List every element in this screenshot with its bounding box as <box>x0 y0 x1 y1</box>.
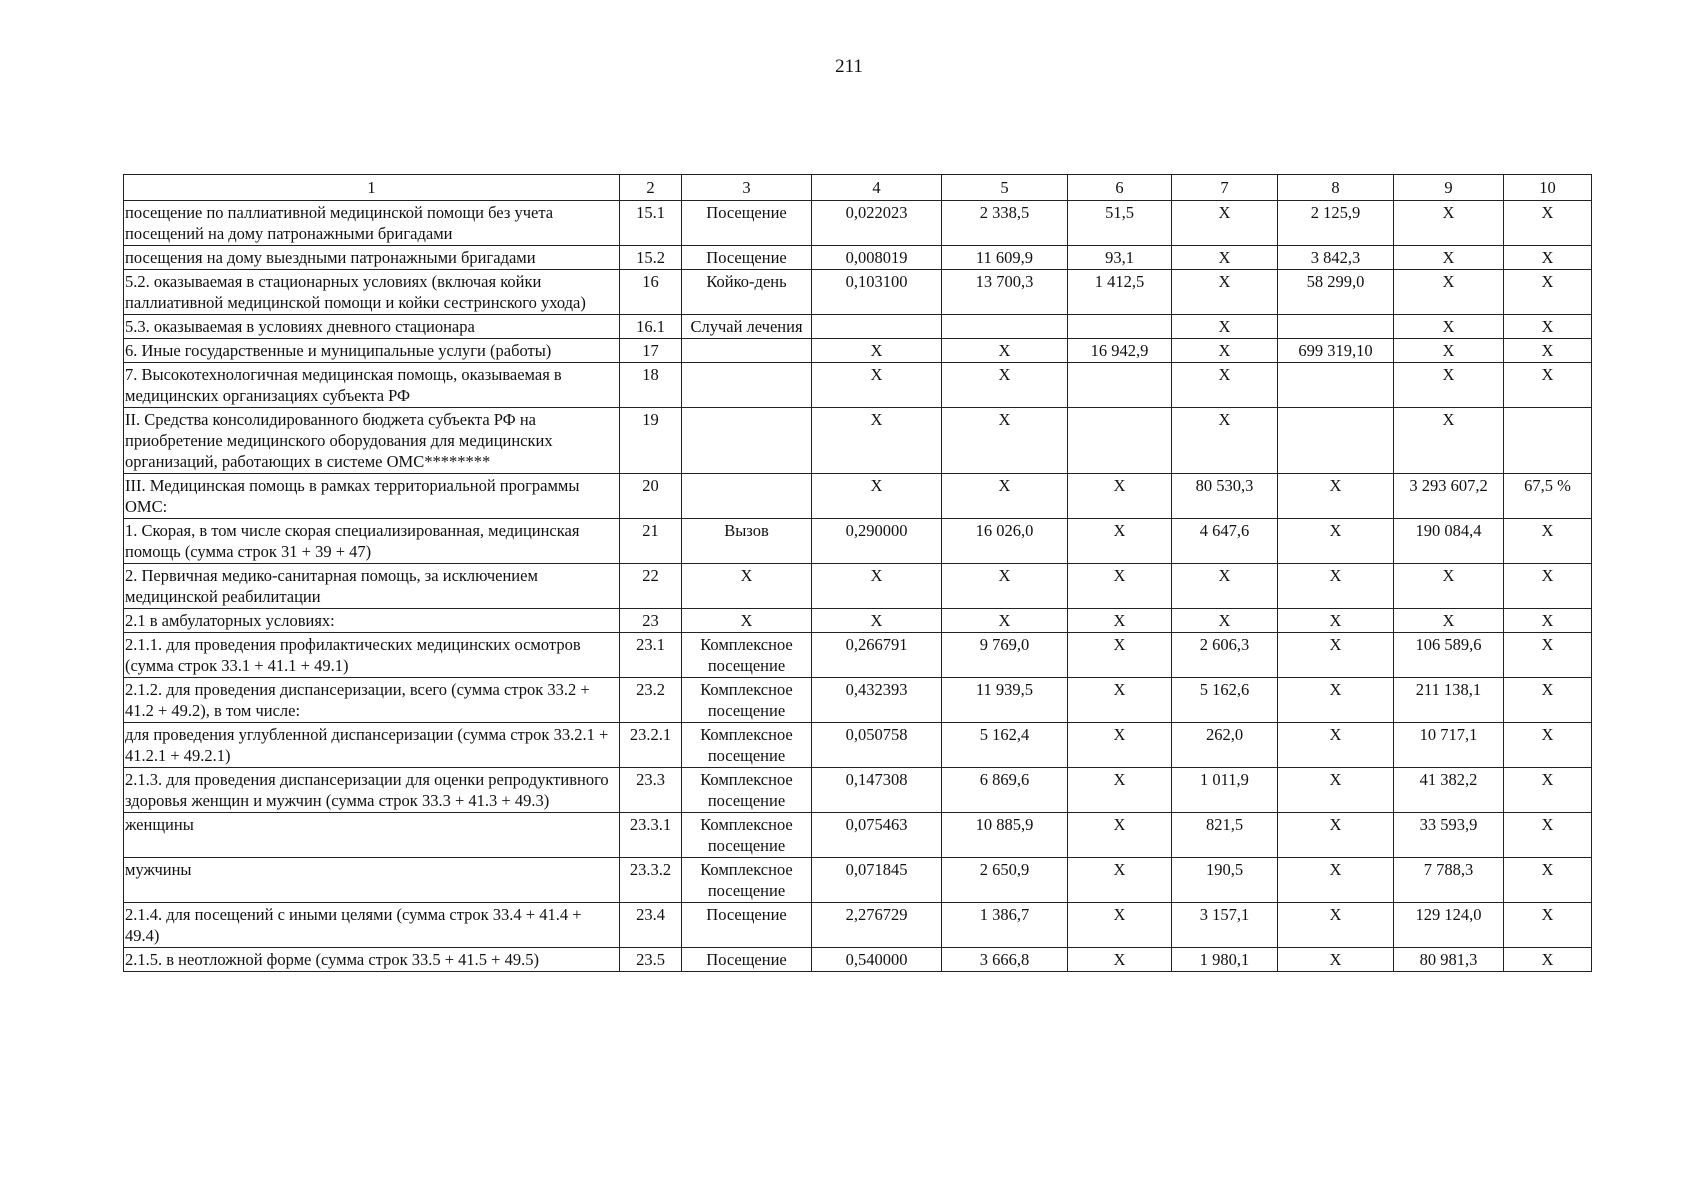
row-number-cell: 15.1 <box>620 201 682 246</box>
col4-cell: 0,432393 <box>812 678 942 723</box>
col7-cell: 3 157,1 <box>1172 903 1278 948</box>
unit-cell: Посещение <box>682 246 812 270</box>
col8-cell: 2 125,9 <box>1278 201 1394 246</box>
table-row <box>124 858 1592 903</box>
unit-cell: Посещение <box>682 903 812 948</box>
column-header: 9 <box>1394 175 1504 201</box>
col6-cell: X <box>1068 858 1172 903</box>
table-row <box>124 609 1592 633</box>
col5-cell: 6 869,6 <box>942 768 1068 813</box>
col8-cell: X <box>1278 519 1394 564</box>
col5-cell: X <box>942 564 1068 609</box>
table-row <box>124 723 1592 768</box>
col7-cell: 1 980,1 <box>1172 948 1278 972</box>
col7-cell: 80 530,3 <box>1172 474 1278 519</box>
row-number-cell: 23.4 <box>620 903 682 948</box>
unit-cell: Комплексное посещение <box>682 678 812 723</box>
col6-cell: X <box>1068 813 1172 858</box>
table-row <box>124 564 1592 609</box>
col10-cell: X <box>1504 564 1592 609</box>
col4-cell: 0,540000 <box>812 948 942 972</box>
col10-cell: X <box>1504 519 1592 564</box>
unit-cell: Посещение <box>682 201 812 246</box>
row-name-cell: 2. Первичная медико-санитарная помощь, за исключением медицинской реабилитации <box>124 564 620 609</box>
col4-cell: 0,050758 <box>812 723 942 768</box>
col4-cell: 0,266791 <box>812 633 942 678</box>
col8-cell: X <box>1278 609 1394 633</box>
col7-cell: X <box>1172 201 1278 246</box>
row-number-cell: 22 <box>620 564 682 609</box>
row-name-cell: 5.3. оказываемая в условиях дневного стационара <box>124 315 620 339</box>
row-name-cell: мужчины <box>124 858 620 903</box>
col8-cell <box>1278 408 1394 474</box>
row-number-cell: 17 <box>620 339 682 363</box>
col4-cell: X <box>812 363 942 408</box>
col5-cell: X <box>942 408 1068 474</box>
row-number-cell: 23.3.1 <box>620 813 682 858</box>
unit-cell: X <box>682 564 812 609</box>
col8-cell: 699 319,10 <box>1278 339 1394 363</box>
col9-cell: 41 382,2 <box>1394 768 1504 813</box>
col9-cell: X <box>1394 270 1504 315</box>
column-header: 5 <box>942 175 1068 201</box>
col7-cell: 821,5 <box>1172 813 1278 858</box>
row-number-cell: 23.1 <box>620 633 682 678</box>
col5-cell: 2 650,9 <box>942 858 1068 903</box>
col4-cell: 0,022023 <box>812 201 942 246</box>
col7-cell: X <box>1172 270 1278 315</box>
col10-cell <box>1504 408 1592 474</box>
col9-cell: 80 981,3 <box>1394 948 1504 972</box>
unit-cell <box>682 474 812 519</box>
row-name-cell: 2.1.1. для проведения профилактических медицинских осмотров (сумма строк 33.1 + 41.1 + 49.1) <box>124 633 620 678</box>
column-header: 2 <box>620 175 682 201</box>
row-name-cell: для проведения углубленной диспансеризации (сумма строк 33.2.1 + 41.2.1 + 49.2.1) <box>124 723 620 768</box>
table-row <box>124 519 1592 564</box>
col5-cell: 16 026,0 <box>942 519 1068 564</box>
col10-cell: 67,5 % <box>1504 474 1592 519</box>
column-header: 8 <box>1278 175 1394 201</box>
col6-cell: X <box>1068 474 1172 519</box>
col6-cell: X <box>1068 903 1172 948</box>
col4-cell: 0,290000 <box>812 519 942 564</box>
unit-cell: Комплексное посещение <box>682 633 812 678</box>
col7-cell: 5 162,6 <box>1172 678 1278 723</box>
col4-cell: X <box>812 609 942 633</box>
column-header: 10 <box>1504 175 1592 201</box>
col9-cell: X <box>1394 363 1504 408</box>
col4-cell: 0,103100 <box>812 270 942 315</box>
col4-cell: 0,075463 <box>812 813 942 858</box>
col6-cell: X <box>1068 633 1172 678</box>
col5-cell: X <box>942 363 1068 408</box>
table-row <box>124 339 1592 363</box>
row-name-cell: посещение по паллиативной медицинской помощи без учета посещений на дому патронажными бригадами <box>124 201 620 246</box>
unit-cell: Койко-день <box>682 270 812 315</box>
col10-cell: X <box>1504 363 1592 408</box>
unit-cell: Комплексное посещение <box>682 858 812 903</box>
table-row <box>124 201 1592 246</box>
col7-cell: X <box>1172 339 1278 363</box>
col5-cell: X <box>942 474 1068 519</box>
table-row <box>124 768 1592 813</box>
col10-cell: X <box>1504 246 1592 270</box>
col9-cell: X <box>1394 315 1504 339</box>
column-header: 4 <box>812 175 942 201</box>
col7-cell: 1 011,9 <box>1172 768 1278 813</box>
col9-cell: X <box>1394 339 1504 363</box>
col5-cell: 3 666,8 <box>942 948 1068 972</box>
col9-cell: 10 717,1 <box>1394 723 1504 768</box>
table-body <box>124 175 1592 972</box>
col7-cell: X <box>1172 564 1278 609</box>
col8-cell: 3 842,3 <box>1278 246 1394 270</box>
col5-cell: X <box>942 609 1068 633</box>
row-name-cell: 2.1.5. в неотложной форме (сумма строк 33.5 + 41.5 + 49.5) <box>124 948 620 972</box>
col6-cell: X <box>1068 948 1172 972</box>
column-header: 1 <box>124 175 620 201</box>
row-number-cell: 23.3 <box>620 768 682 813</box>
col8-cell: X <box>1278 723 1394 768</box>
unit-cell <box>682 363 812 408</box>
col8-cell: X <box>1278 678 1394 723</box>
col8-cell: X <box>1278 903 1394 948</box>
row-name-cell: 6. Иные государственные и муниципальные услуги (работы) <box>124 339 620 363</box>
col5-cell: X <box>942 339 1068 363</box>
col9-cell: X <box>1394 246 1504 270</box>
col4-cell: X <box>812 474 942 519</box>
col5-cell: 11 939,5 <box>942 678 1068 723</box>
row-number-cell: 23.5 <box>620 948 682 972</box>
unit-cell: X <box>682 609 812 633</box>
unit-cell: Комплексное посещение <box>682 813 812 858</box>
column-header: 6 <box>1068 175 1172 201</box>
row-number-cell: 20 <box>620 474 682 519</box>
row-number-cell: 16.1 <box>620 315 682 339</box>
col4-cell: 0,008019 <box>812 246 942 270</box>
col5-cell: 5 162,4 <box>942 723 1068 768</box>
col9-cell: 129 124,0 <box>1394 903 1504 948</box>
col6-cell: X <box>1068 609 1172 633</box>
row-number-cell: 21 <box>620 519 682 564</box>
unit-cell: Посещение <box>682 948 812 972</box>
col10-cell: X <box>1504 678 1592 723</box>
col9-cell: X <box>1394 408 1504 474</box>
col10-cell: X <box>1504 858 1592 903</box>
unit-cell <box>682 408 812 474</box>
col6-cell <box>1068 408 1172 474</box>
col6-cell: X <box>1068 768 1172 813</box>
col9-cell: 33 593,9 <box>1394 813 1504 858</box>
row-name-cell: посещения на дому выездными патронажными бригадами <box>124 246 620 270</box>
col8-cell: X <box>1278 474 1394 519</box>
table-row <box>124 408 1592 474</box>
row-name-cell: 2.1.2. для проведения диспансеризации, всего (сумма строк 33.2 + 41.2 + 49.2), в том числе: <box>124 678 620 723</box>
col9-cell: 7 788,3 <box>1394 858 1504 903</box>
col6-cell <box>1068 315 1172 339</box>
table-row <box>124 633 1592 678</box>
col9-cell: X <box>1394 609 1504 633</box>
col5-cell: 2 338,5 <box>942 201 1068 246</box>
unit-cell: Комплексное посещение <box>682 723 812 768</box>
col4-cell: 2,276729 <box>812 903 942 948</box>
col7-cell: X <box>1172 408 1278 474</box>
col6-cell: X <box>1068 564 1172 609</box>
col10-cell: X <box>1504 315 1592 339</box>
col5-cell: 1 386,7 <box>942 903 1068 948</box>
col10-cell: X <box>1504 201 1592 246</box>
table-row <box>124 948 1592 972</box>
table-row <box>124 474 1592 519</box>
row-name-cell: II. Средства консолидированного бюджета субъекта РФ на приобретение медицинского оборудования для медицинских организаций, работающих в системе ОМС******** <box>124 408 620 474</box>
col5-cell: 9 769,0 <box>942 633 1068 678</box>
col10-cell: X <box>1504 270 1592 315</box>
col8-cell: X <box>1278 633 1394 678</box>
col10-cell: X <box>1504 948 1592 972</box>
row-number-cell: 19 <box>620 408 682 474</box>
col5-cell: 10 885,9 <box>942 813 1068 858</box>
row-name-cell: 1. Скорая, в том числе скорая специализированная, медицинская помощь (сумма строк 31 + 39 + 47) <box>124 519 620 564</box>
col4-cell: 0,147308 <box>812 768 942 813</box>
column-header: 3 <box>682 175 812 201</box>
row-number-cell: 23.3.2 <box>620 858 682 903</box>
table-row <box>124 315 1592 339</box>
col6-cell: 51,5 <box>1068 201 1172 246</box>
table-row <box>124 363 1592 408</box>
col4-cell: X <box>812 339 942 363</box>
row-number-cell: 18 <box>620 363 682 408</box>
table-row <box>124 813 1592 858</box>
col8-cell: X <box>1278 768 1394 813</box>
col8-cell: X <box>1278 813 1394 858</box>
col8-cell <box>1278 363 1394 408</box>
unit-cell <box>682 339 812 363</box>
data-table <box>123 174 1592 972</box>
row-number-cell: 23.2.1 <box>620 723 682 768</box>
unit-cell: Вызов <box>682 519 812 564</box>
col5-cell <box>942 315 1068 339</box>
col7-cell: 262,0 <box>1172 723 1278 768</box>
col9-cell: 190 084,4 <box>1394 519 1504 564</box>
row-name-cell: III. Медицинская помощь в рамках территориальной программы ОМС: <box>124 474 620 519</box>
col9-cell: 106 589,6 <box>1394 633 1504 678</box>
col10-cell: X <box>1504 633 1592 678</box>
col10-cell: X <box>1504 903 1592 948</box>
table-row <box>124 678 1592 723</box>
row-name-cell: 2.1.4. для посещений с иными целями (сумма строк 33.4 + 41.4 + 49.4) <box>124 903 620 948</box>
col7-cell: X <box>1172 609 1278 633</box>
col10-cell: X <box>1504 609 1592 633</box>
row-number-cell: 23.2 <box>620 678 682 723</box>
row-number-cell: 15.2 <box>620 246 682 270</box>
table-row <box>124 270 1592 315</box>
col9-cell: X <box>1394 564 1504 609</box>
col9-cell: 211 138,1 <box>1394 678 1504 723</box>
col6-cell: 16 942,9 <box>1068 339 1172 363</box>
col6-cell: 93,1 <box>1068 246 1172 270</box>
page-number: 211 <box>835 56 863 77</box>
table-header-row <box>124 175 1592 201</box>
col4-cell: 0,071845 <box>812 858 942 903</box>
col10-cell: X <box>1504 339 1592 363</box>
col8-cell: X <box>1278 564 1394 609</box>
col6-cell: X <box>1068 678 1172 723</box>
row-name-cell: 2.1 в амбулаторных условиях: <box>124 609 620 633</box>
row-name-cell: женщины <box>124 813 620 858</box>
col5-cell: 11 609,9 <box>942 246 1068 270</box>
col10-cell: X <box>1504 813 1592 858</box>
row-name-cell: 5.2. оказываемая в стационарных условиях (включая койки паллиативной медицинской помощи и койки сестринского ухода) <box>124 270 620 315</box>
col6-cell: 1 412,5 <box>1068 270 1172 315</box>
col4-cell: X <box>812 564 942 609</box>
col8-cell <box>1278 315 1394 339</box>
unit-cell: Комплексное посещение <box>682 768 812 813</box>
unit-cell: Случай лечения <box>682 315 812 339</box>
col7-cell: 190,5 <box>1172 858 1278 903</box>
col7-cell: 4 647,6 <box>1172 519 1278 564</box>
row-name-cell: 2.1.3. для проведения диспансеризации для оценки репродуктивного здоровья женщин и мужчин (сумма строк 33.3 + 41.3 + 49.3) <box>124 768 620 813</box>
col10-cell: X <box>1504 768 1592 813</box>
table-row <box>124 903 1592 948</box>
table-row <box>124 246 1592 270</box>
col9-cell: X <box>1394 201 1504 246</box>
col7-cell: 2 606,3 <box>1172 633 1278 678</box>
col7-cell: X <box>1172 246 1278 270</box>
col5-cell: 13 700,3 <box>942 270 1068 315</box>
col7-cell: X <box>1172 315 1278 339</box>
col4-cell: X <box>812 408 942 474</box>
col10-cell: X <box>1504 723 1592 768</box>
row-number-cell: 16 <box>620 270 682 315</box>
col8-cell: X <box>1278 948 1394 972</box>
col6-cell: X <box>1068 519 1172 564</box>
col6-cell: X <box>1068 723 1172 768</box>
col8-cell: X <box>1278 858 1394 903</box>
row-name-cell: 7. Высокотехнологичная медицинская помощь, оказываемая в медицинских организациях субъекта РФ <box>124 363 620 408</box>
col4-cell <box>812 315 942 339</box>
col7-cell: X <box>1172 363 1278 408</box>
row-number-cell: 23 <box>620 609 682 633</box>
column-header: 7 <box>1172 175 1278 201</box>
col8-cell: 58 299,0 <box>1278 270 1394 315</box>
col9-cell: 3 293 607,2 <box>1394 474 1504 519</box>
col6-cell <box>1068 363 1172 408</box>
